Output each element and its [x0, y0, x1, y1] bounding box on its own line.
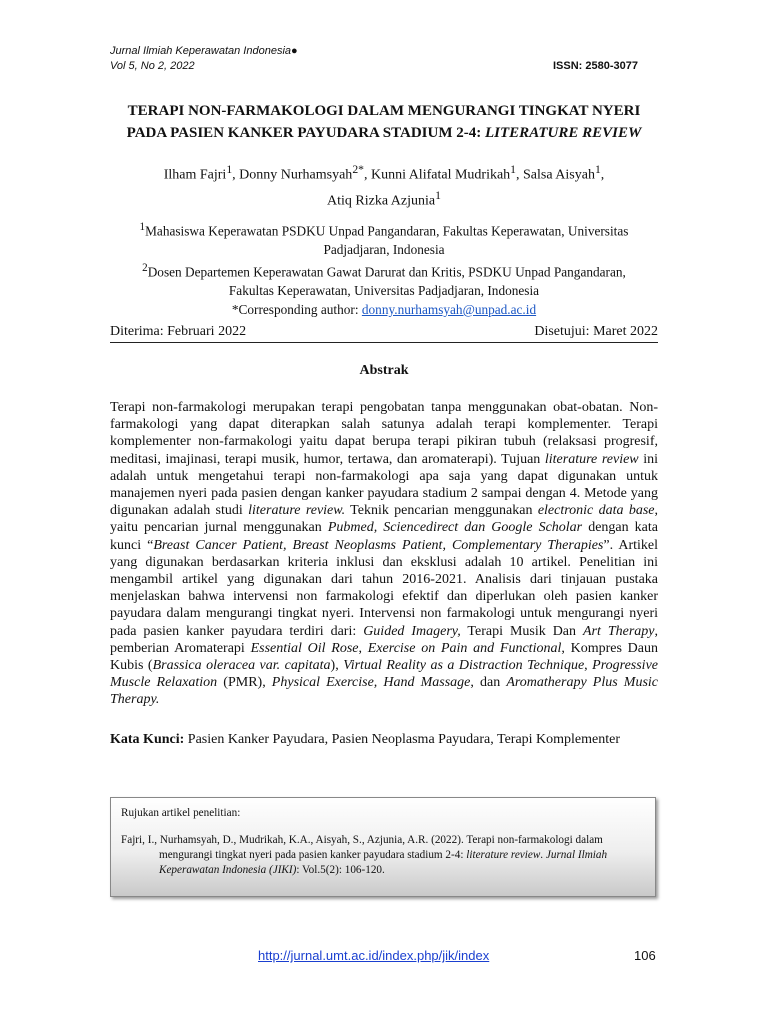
keywords — [110, 731, 658, 749]
author-name: Ilham Fajri — [163, 167, 227, 183]
corresponding-email-link[interactable]: donny.nurhamsyah@unpad.ac.id — [361, 301, 537, 317]
volume-row — [110, 59, 658, 74]
journal-header — [110, 44, 658, 74]
citation-box — [110, 797, 656, 897]
keywords-text: Pasien Kanker Payudara, Pasien Neoplasma Payudara, Terapi Komplementer — [184, 732, 621, 747]
abstract-text: Terapi non-farmakologi merupakan terapi pengobatan tanpa menggunakan obat-obatan. Non-farmakologi yang dapat diterapkan salah satunya adalah terapi komplementer. Terapi komplementer non-farmakologi yaitu dapat berupa terapi pikiran tubuh (relaksasi progresif, meditasi, imajinasi, terapi musik, humor, tertawa, dan aromaterapi). Tujuan literature review ini adalah untuk mengetahui terapi non-farmakologi apa saja yang dapat digunakan untuk manajemen nyeri pada pasien dengan kanker payudara stadium 2 sampai dengan 4. Metode yang digunakan adalah studi literature review. Teknik pencarian menggunakan electronic data base, yaitu pencarian jurnal menggunakan Pubmed, Sciencedirect dan Google Scholar dengan kata kunci “Breast Cancer Patient, Breast Neoplasms Patient, Complementary Therapies”. Artikel yang digunakan berdasarkan kriteria inklusi dan eksklusi adalah 10 artikel. Penelitian ini mengambil artikel yang digunakan dari tahun 2016-2021. Analisis dari tinjauan pustaka menjelaskan bahwa intervensi non farmakologi efektif dan diperlukan oleh pasien kanker payudara dalam mengurangi tingkat nyeri. Intervensi non farmakologi untuk mengurangi nyeri pada pasien kanker payudara terdiri dari: Guided Imagery, Terapi Musik Dan Art Therapy, pemberian Aromaterapi Essential Oil Rose, Exercise on Pain and Functional, Kompres Daun Kubis (Brassica oleracea var. capitata), Virtual Reality as a Distraction Technique, Progressive Muscle Relaxation (PMR), Physical Exercise, Hand Massage, dan Aromatherapy Plus Music Therapy. — [110, 400, 659, 708]
received-date: Diterima: Februari 2022 — [110, 324, 247, 339]
author-name: Salsa Aisyah — [523, 167, 595, 183]
abstract-heading: Abstrak — [359, 363, 409, 378]
author-name: Donny Nurhamsyah — [239, 167, 353, 183]
title-line-2: PADA PASIEN KANKER PAYUDARA STADIUM 2-4: — [126, 125, 486, 141]
title-line-1: TERAPI NON-FARMAKOLOGI DALAM MENGURANGI TINGKAT NYERI — [127, 103, 641, 119]
accepted-date: Disetujui: Maret 2022 — [534, 324, 658, 339]
author-sup: 1 — [510, 163, 516, 176]
journal-url-link[interactable]: http://jurnal.umt.ac.id/index.php/jik/index — [258, 948, 490, 963]
title-line-2-italic: LITERATURE REVIEW — [485, 125, 642, 141]
author-list: Ilham Fajri$^1$, Donny Nurhamsyah$^{2*}$, Kunni Alifatal Mudrikah$^1$, Salsa Aisyah$^1$, Atiq Rizka Azjunia$^1$ — [163, 163, 605, 209]
author-sup: 1 — [435, 188, 441, 202]
date-row — [110, 322, 658, 343]
citation-label: Rujukan artikel penelitian: — [121, 807, 241, 819]
citation-text: Fajri, I., Nurhamsyah, D., Mudrikah, K.A., Aisyah, S., Azjunia, A.R. (2022). Terapi non-farmakologi dalam mengurangi tingkat nyeri pada pasien kanker payudara stadium 2-4: literature review. Jurnal Ilmiah Keperawatan Indonesia (JIKI): Vol.5(2): 106-120. — [121, 834, 608, 876]
journal-bullet-icon: ● — [291, 45, 298, 57]
corresponding-author: *Corresponding author: donny.nurhamsyah@unpad.ac.id — [231, 301, 537, 317]
affiliation-2: $^2$Dosen Departemen Keperawatan Gawat Darurat dan Kritis, PSDKU Unpad Pangandaran, Fakultas Keperawatan, Universitas Padjadjaran, Indonesia — [142, 262, 626, 299]
page-number: 106 — [634, 948, 656, 963]
author-sup: 1 — [594, 163, 601, 176]
affiliations — [110, 218, 658, 319]
keywords-label: Kata Kunci: — [110, 732, 185, 747]
author-sup: 2* — [352, 163, 364, 176]
author-name: Kunni Alifatal Mudrikah — [370, 167, 511, 183]
author-sup: 1 — [226, 163, 233, 176]
journal-name: Jurnal Ilmiah Keperawatan Indonesia — [110, 45, 292, 57]
author-name: Atiq Rizka Azjunia — [327, 193, 436, 209]
journal-issn: ISSN: 2580-3077 — [553, 60, 638, 72]
journal-volume: Vol 5, No 2, 2022 — [110, 60, 195, 72]
affiliation-1: $^1$Mahasiswa Keperawatan PSDKU Unpad Pangandaran, Fakultas Keperawatan, Universitas Padjadjaran, Indonesia — [139, 221, 629, 257]
paper-title — [100, 100, 668, 144]
